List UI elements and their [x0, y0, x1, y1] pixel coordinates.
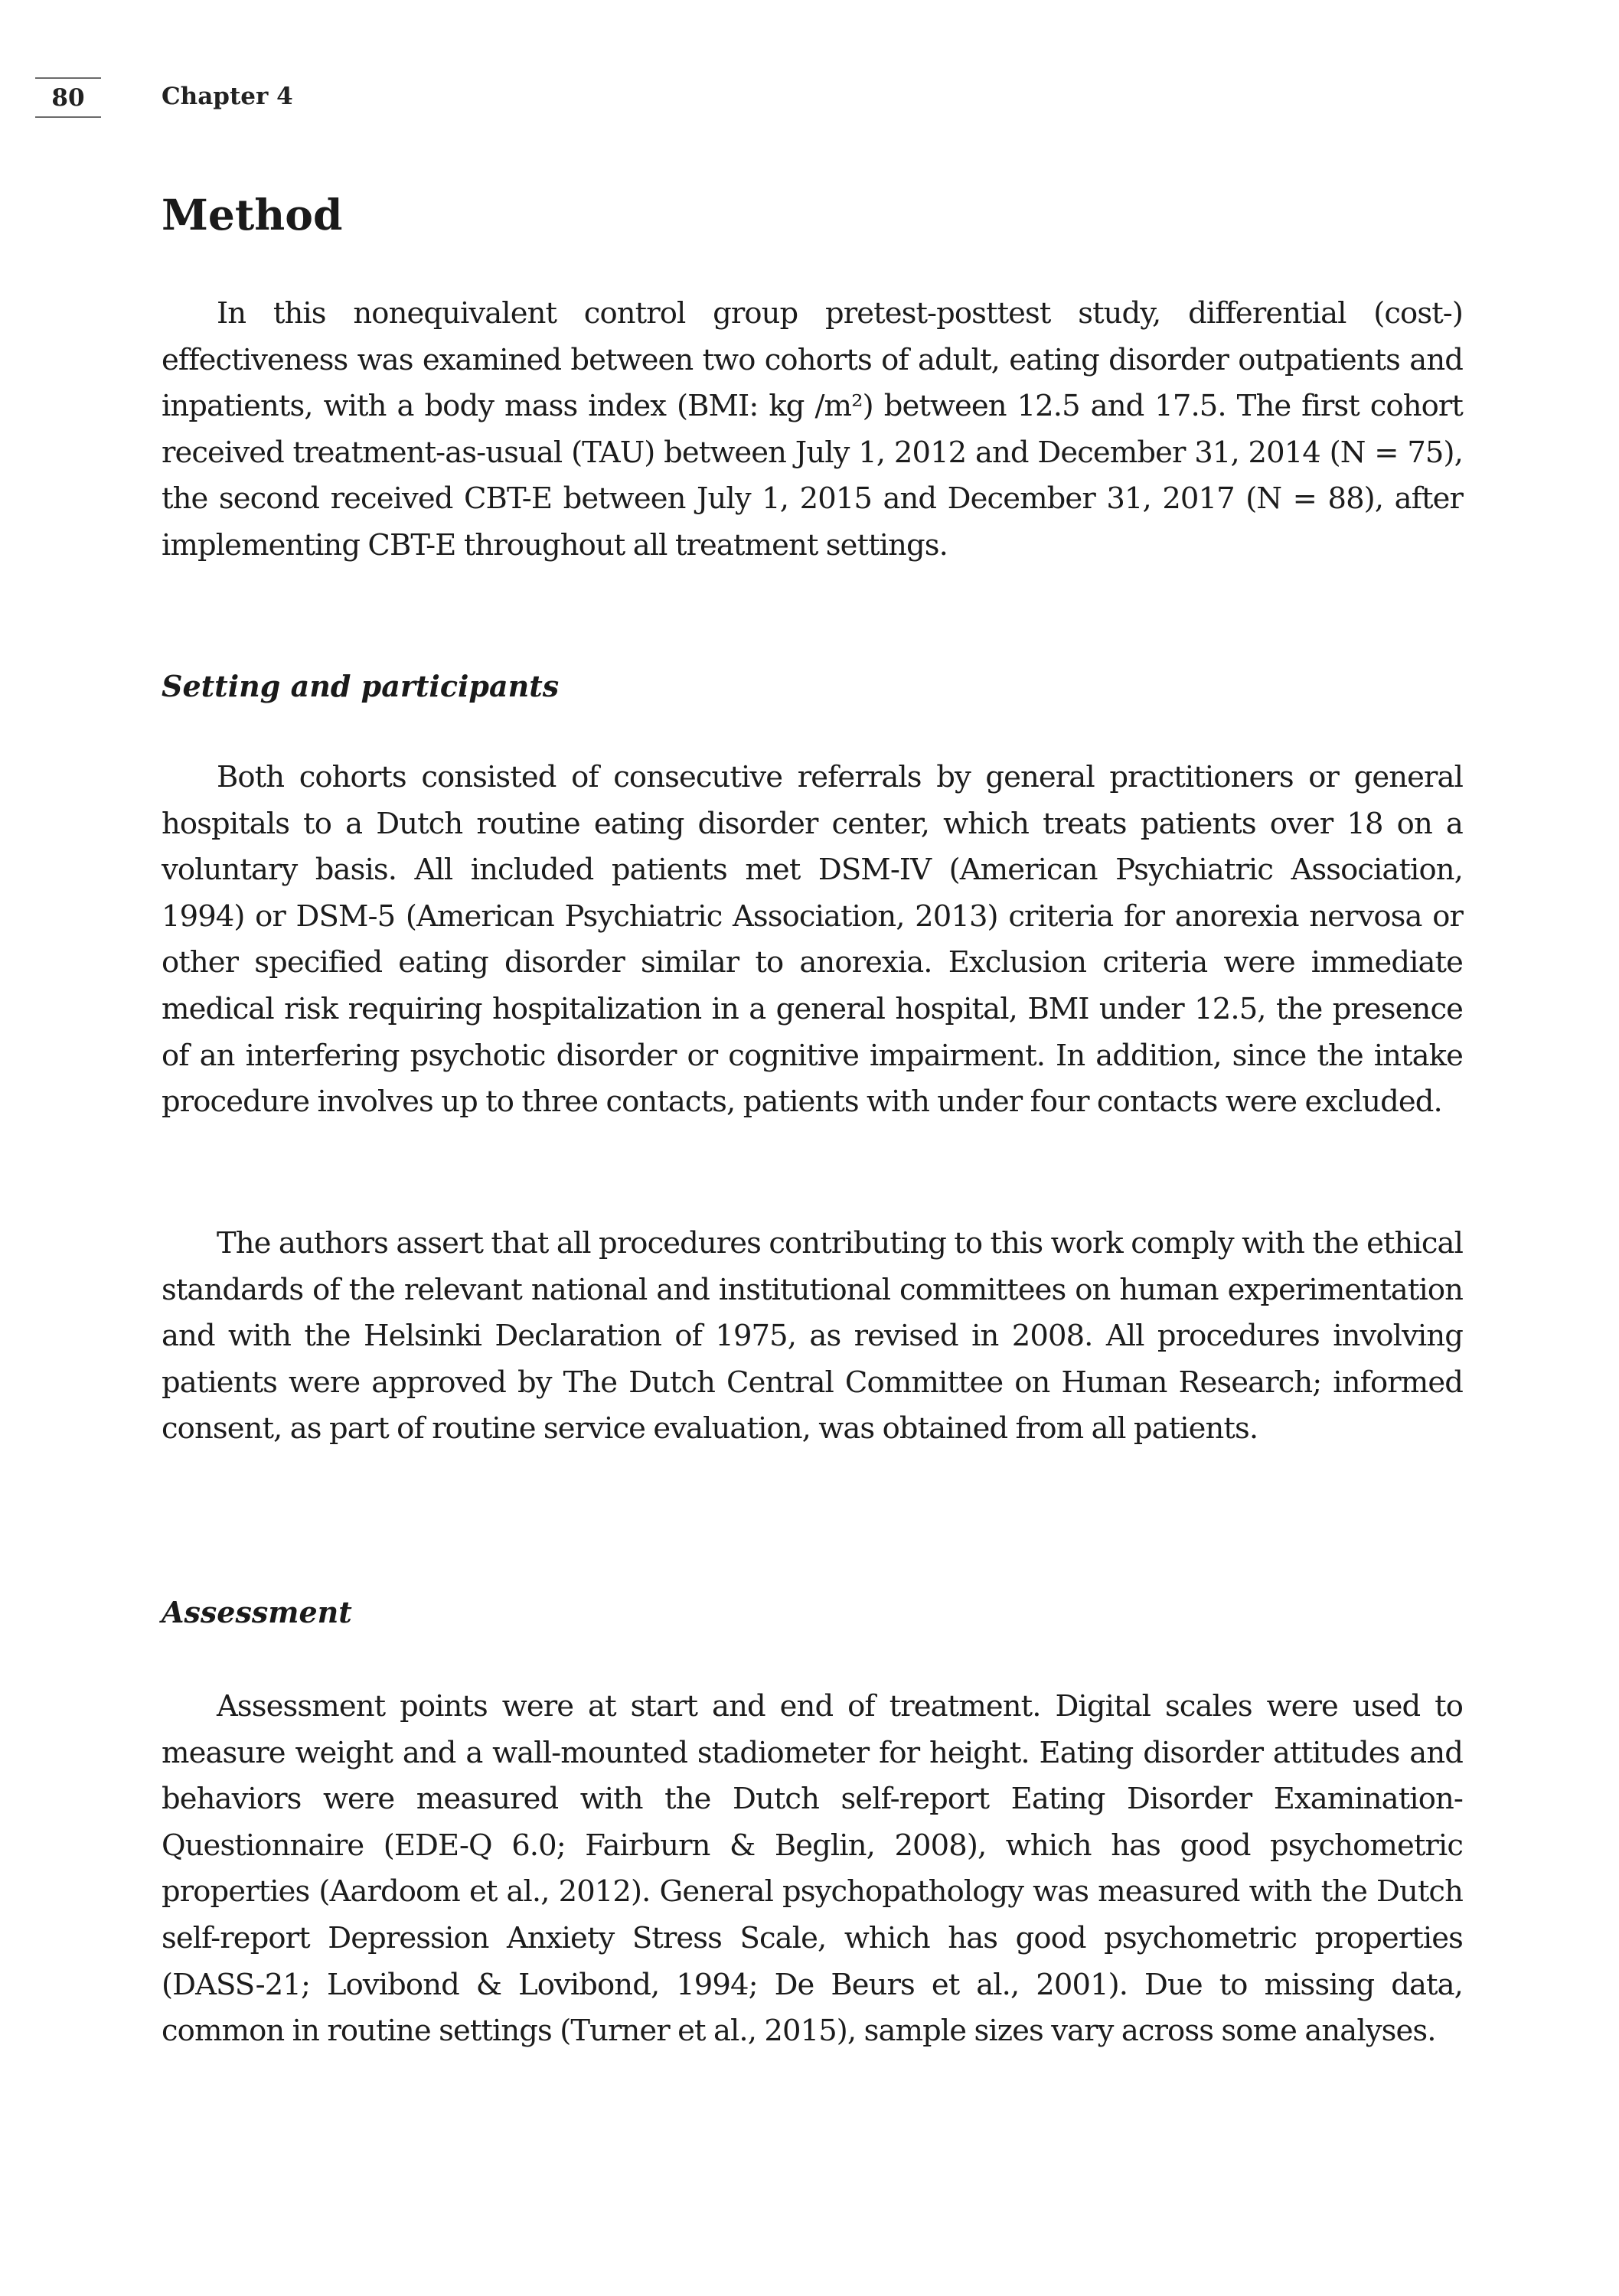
section-title-method: Method	[162, 190, 343, 240]
setting-paragraph-2: The authors assert that all procedures contributing to this work comply with the ethical standards of the relevant national and institutional committees on human experimentation and with the Helsinki Declaration of 1975, as revised in 2008. All procedures involving patients were approved by The Dutch Central Committee on Human Research; informed consent, as part of routine service evaluation, was obtained from all patients.	[162, 1226, 1463, 1446]
subheading-setting-and-participants: Setting and participants	[162, 669, 560, 703]
running-head: Chapter 4	[162, 83, 293, 110]
subheading-assessment: Assessment	[162, 1595, 352, 1629]
setting-paragraph-1: Both cohorts consisted of consecutive referrals by general practitioners or general hospitals to a Dutch routine eating disorder center, which treats patients over 18 on a voluntary basis. All included patients met DSM-IV (American Psychiatric Association, 1994) or DSM-5 (American Psychiatric Association, 2013) criteria for anorexia nervosa or other specified eating disorder similar to anorexia. Exclusion criteria were immediate medical risk requiring hospitalization in a general hospital, BMI under 12.5, the presence of an interfering psychotic disorder or cognitive impairment. In addition, since the intake procedure involves up to three contacts, patients with under four contacts were excluded.	[162, 760, 1463, 1120]
method-paragraph: In this nonequivalent control group pretest-posttest study, differential (cost-) effectiveness was examined between two cohorts of adult, eating disorder outpatients and inpatients, with a body mass index (BMI: kg /m²) between 12.5 and 17.5. The first cohort received treatment-as-usual (TAU) between July 1, 2012 and December 31, 2014 (N = 75), the second received CBT-E between July 1, 2015 and December 31, 2017 (N = 88), after implementing CBT-E throughout all treatment settings.	[162, 296, 1463, 563]
page-number	[35, 77, 101, 118]
assessment-paragraph: Assessment points were at start and end of treatment. Digital scales were used to measure weight and a wall-mounted stadiometer for height. Eating disorder attitudes and behaviors were measured with the Dutch self-report Eating Disorder Examination-Questionnaire (EDE-Q 6.0; Fairburn & Beglin, 2008), which has good psychometric properties (Aardoom et al., 2012). General psychopathology was measured with the Dutch self-report Depression Anxiety Stress Scale, which has good psychometric properties (DASS-21; Lovibond & Lovibond, 1994; De Beurs et al., 2001). Due to missing data, common in routine settings (Turner et al., 2015), sample sizes vary across some analyses.	[162, 1689, 1463, 2049]
page-number-text: 80	[51, 83, 85, 112]
